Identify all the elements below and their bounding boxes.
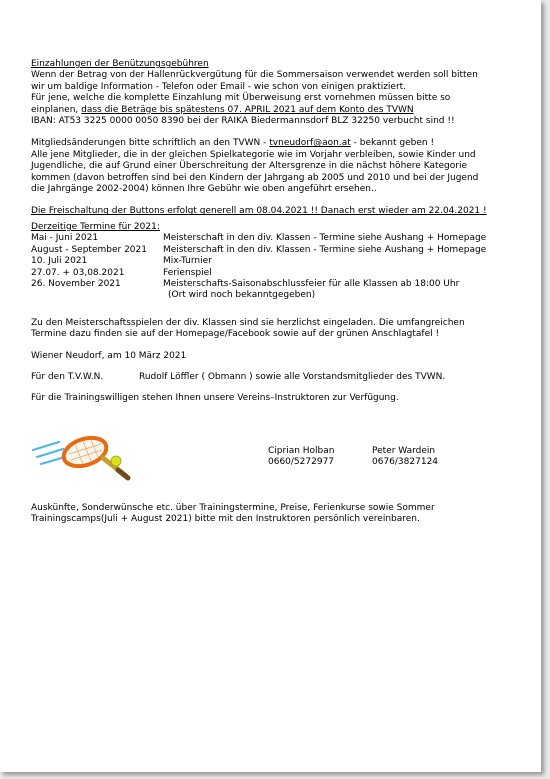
membership-line-4: kommen (davon betroffen sind bei den Kindern der Jahrgang ab 2005 und 2010 und bei der Jugend [31,172,479,183]
speed-lines [33,442,65,464]
schedule-date: August - September 2021 [31,244,147,255]
instructor-phone: 0676/3827124 [372,457,439,468]
racket-head [60,433,110,471]
footer-line-1: Auskünfte, Sonderwünsche etc. über Trainingstermine, Preise, Ferienkurse sowie Sommer [31,503,435,513]
payment-deadline: dass die Beträge bis spätestens 07. APRIL 2021 auf dem Konto des TVWN [81,104,414,115]
schedule-table [31,233,536,301]
schedule-date: 26. November 2021 [31,278,121,289]
schedule-text: Meisterschafts-Saisonabschlussfeier für alle Klassen ab 18:00 Uhr [163,278,460,289]
membership-text-b: - bekannt geben ! [350,138,435,149]
footer-line-2: Trainingscamps(Juli + August 2021) bitte mit den Instruktoren persönlich vereinbaren. [31,514,420,525]
tennis-ball-icon [111,456,121,466]
schedule-text: Meisterschaft in den div. Klassen - Termine siehe Aushang + Homepage [163,244,487,255]
schedule-date: 10. Juli 2021 [31,256,88,267]
schedule-date [31,290,163,301]
instructor-name: Peter Wardein [372,446,436,456]
invite-line-2: Termine dazu finden sie auf der Homepage/Facebook sowie auf der grünen Anschlagtafel ! [31,329,440,340]
payment-line-4-prefix: einplanen, [31,104,82,115]
payment-line-3: Für jene, welche die komplette Einzahlung mit Überweisung erst vornehmen müssen bitte so [31,93,451,104]
footer-note [31,503,536,526]
payment-line-4 [31,105,536,116]
tennis-racket-icon [31,432,136,484]
schedule-date: Mai - Juni 2021 [31,233,99,244]
instructor-name: Ciprian Holban [268,446,335,456]
schedule-text: Ferienspiel [163,267,212,278]
schedule-text: Mix-Turnier [163,256,212,267]
signature-row [31,372,536,383]
signature-club: Für den T.V.W.N. [31,371,104,382]
payment-iban-line: IBAN: AT53 3225 0000 0050 8390 bei der RAIKA Biedermannsdorf BLZ 32250 verbucht sind !! [31,116,455,127]
activation-notice: Die Freischaltung der Buttons erfolgt generell am 08.04.2021 !! Danach erst wieder am 22.04.2021 ! [31,206,487,217]
membership-line-1 [31,138,536,149]
schedule-date: 27.07. + 03,08.2021 [31,267,125,278]
membership-line-5: die Jahrgänge 2002-2004) können Ihre Gebühr wie oben angeführt ersehen.. [31,184,377,195]
payment-line-2: wir um baldige Information - Telefon oder Email - wie schon von einigen praktiziert. [31,81,407,92]
schedule-text: Meisterschaft in den div. Klassen - Termine siehe Aushang + Homepage [163,233,487,244]
payment-line-1: Wenn der Betrag von der Hallenrückvergütung für die Sommersaison verwendet werden soll bitten [31,70,478,81]
document-body [31,59,536,405]
invite-line-1: Zu den Meisterschaftsspielen der div. Klassen sind sie herzlichst eingeladen. Die umfangreichen [31,317,465,328]
place-date: Wiener Neudorf, am 10 März 2021 [31,350,187,361]
instructor-2 [372,446,438,469]
instructor-phone: 0660/5272977 [268,457,335,468]
schedule-heading: Derzeitige Termine für 2021: [31,221,160,232]
instructor-1 [268,446,335,469]
membership-line-3: Jugendliche, die auf Grund einer Überschreitung der Altersgrenze in die nächst höhere Kategorie [31,161,467,172]
trainers-note: Für die Trainingswilligen stehen Ihnen unsere Vereins–Instruktoren zur Verfügung. [31,393,399,404]
membership-text-a: Mitgliedsänderungen bitte schriftlich an den TVWN - [31,138,270,149]
email-link[interactable]: tvneudorf@aon.at [269,138,351,149]
payment-heading: Einzahlungen der Benützungsgebühren [31,59,209,69]
signature-names: Rudolf Löffler ( Obmann ) sowie alle Vorstandsmitglieder des TVWN. [139,371,446,382]
schedule-text: (Ort wird noch bekanntgegeben) [168,290,316,301]
membership-line-2: Alle jene Mitglieder, die in der gleichen Spielkategorie wie im Vorjahr verbleiben, sowie Kinder und [31,149,476,160]
